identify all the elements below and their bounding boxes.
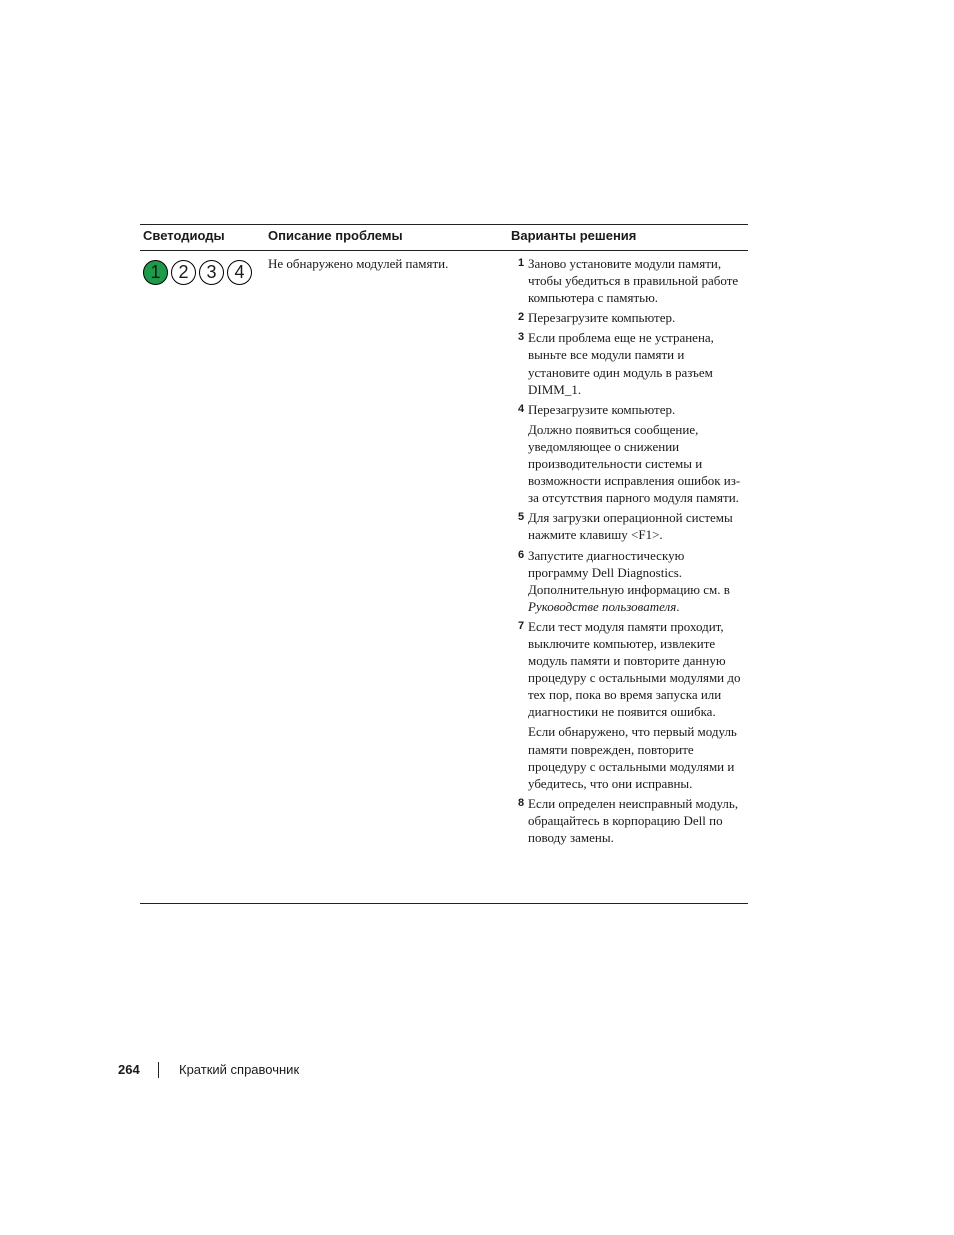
step-note: Должно появиться сообщение, уведомляющее о снижении производительности системы и возможности исправления ошибок из-за отсутствия парного модуля памяти. — [528, 421, 741, 506]
led-4-off-icon: 4 — [227, 260, 252, 285]
problem-description: Не обнаружено модулей памяти. — [268, 256, 449, 271]
step-text: Запустите диагностическую программу Dell Diagnostics. Дополнительную информацию см. в — [528, 547, 730, 597]
led-1-on-icon: 1 — [143, 260, 168, 285]
solution-step-8 — [518, 795, 748, 846]
step-text-end: . — [676, 598, 680, 614]
solution-steps — [518, 252, 748, 846]
column-header-leds: Светодиоды — [143, 228, 225, 243]
step-number: 1 — [518, 257, 525, 269]
solution-step-2 — [518, 309, 748, 326]
solution-step-6 — [518, 547, 748, 615]
led-diagnostics-table — [140, 224, 748, 904]
step-text: Если тест модуля памяти проходит, выключите компьютер, извлеките модуль памяти и повторите данную процедуру с остальными модулями до тех пор, пока во время запуска или диагностики не появится ошибка. — [528, 618, 741, 720]
solution-step-1 — [518, 255, 748, 306]
step-number: 3 — [518, 331, 525, 344]
column-header-solution: Варианты решения — [511, 228, 637, 243]
solution-step-5 — [518, 509, 748, 543]
step-number: 5 — [518, 511, 525, 524]
step-text: Если проблема еще не устранена, выньте все модули памяти и установите один модуль в разъем DIMM_1. — [528, 330, 714, 397]
step-text: Для загрузки операционной системы нажмите клавишу <F1>. — [528, 510, 733, 543]
solution-step-7 — [518, 618, 748, 792]
step-number: 8 — [518, 796, 525, 809]
table-row — [140, 251, 748, 903]
user-guide-reference: Руководстве пользователя — [528, 598, 677, 614]
footer-title: Краткий справочник — [179, 1062, 300, 1077]
step-text: Если определен неисправный модуль, обращайтесь в корпорацию Dell по поводу замены. — [528, 795, 739, 845]
column-header-problem: Описание проблемы — [268, 228, 403, 243]
step-number: 7 — [518, 619, 525, 632]
led-3-off-icon: 3 — [199, 260, 224, 285]
step-number: 4 — [518, 402, 525, 415]
solution-step-4 — [518, 401, 748, 507]
step-note: Если обнаружено, что первый модуль памяти поврежден, повторите процедуру с остальными модулями и убедитесь, что они исправны. — [528, 724, 737, 791]
table-header-row — [140, 225, 748, 251]
step-text: Заново установите модули памяти, чтобы убедиться в правильной работе компьютера с памятью. — [528, 256, 739, 306]
footer-separator — [158, 1062, 159, 1078]
step-number: 6 — [518, 548, 525, 561]
solution-step-3 — [518, 329, 748, 397]
step-text: Перезагрузите компьютер. — [528, 310, 676, 326]
step-number: 2 — [518, 311, 525, 324]
led-2-off-icon: 2 — [171, 260, 196, 285]
page-number: 264 — [118, 1062, 140, 1077]
step-text: Перезагрузите компьютер. — [528, 401, 676, 417]
